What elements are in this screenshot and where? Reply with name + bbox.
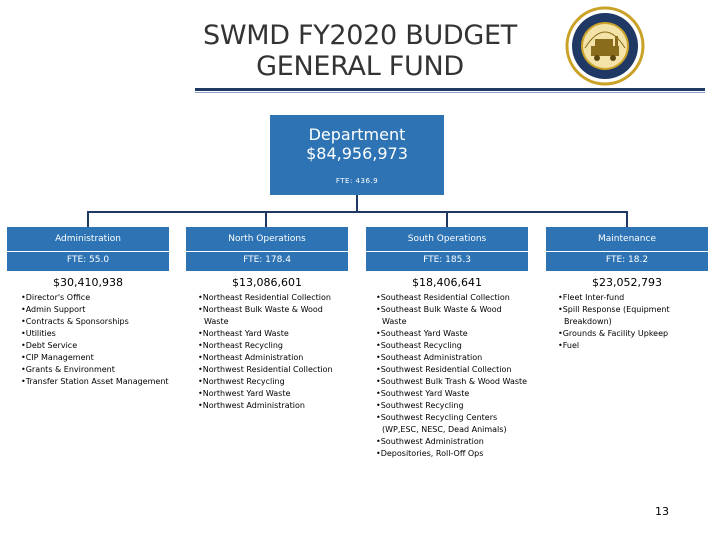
column-item-list bbox=[366, 292, 528, 460]
column-item-list bbox=[7, 292, 169, 388]
list-item: • Southeast Yard Waste bbox=[376, 328, 528, 340]
connector-drop-3 bbox=[446, 211, 448, 227]
list-item: • Southwest Yard Waste bbox=[376, 388, 528, 400]
connector-vertical-main bbox=[356, 195, 358, 212]
column-amount: $13,086,601 bbox=[232, 276, 302, 289]
list-item: • Northeast Bulk Waste & Wood Waste bbox=[198, 304, 348, 328]
list-item: • Northwest Recycling bbox=[198, 376, 348, 388]
list-item: • Northeast Residential Collection bbox=[198, 292, 348, 304]
column-header: North Operations bbox=[186, 227, 348, 251]
list-item: • Utilities bbox=[21, 328, 169, 340]
column-fte: FTE: 55.0 bbox=[7, 251, 169, 271]
list-item: • Northwest Yard Waste bbox=[198, 388, 348, 400]
list-item: • Grounds & Facility Upkeep bbox=[558, 328, 708, 340]
column-administration bbox=[7, 227, 169, 388]
department-box bbox=[270, 115, 444, 195]
column-amount: $30,410,938 bbox=[53, 276, 123, 289]
list-item: • Southeast Administration bbox=[376, 352, 528, 364]
column-fte: FTE: 178.4 bbox=[186, 251, 348, 271]
list-item: • Spill Response (Equipment Breakdown) bbox=[558, 304, 708, 328]
column-header: Maintenance bbox=[546, 227, 708, 251]
column-amount: $23,052,793 bbox=[592, 276, 662, 289]
list-item: • Southeast Residential Collection bbox=[376, 292, 528, 304]
list-item: • Southeast Bulk Waste & Wood Waste bbox=[376, 304, 528, 328]
department-amount: $84,956,973 bbox=[306, 144, 408, 163]
list-item: • Southeast Recycling bbox=[376, 340, 528, 352]
column-header: Administration bbox=[7, 227, 169, 251]
list-item: • Depositories, Roll-Off Ops bbox=[376, 448, 528, 460]
list-item: • Northeast Administration bbox=[198, 352, 348, 364]
slide-title bbox=[150, 20, 570, 82]
column-north-operations bbox=[186, 227, 348, 412]
list-item: • Contracts & Sponsorships bbox=[21, 316, 169, 328]
list-item: • Northeast Yard Waste bbox=[198, 328, 348, 340]
connector-horizontal bbox=[87, 211, 628, 213]
column-south-operations bbox=[366, 227, 528, 460]
column-amount: $18,406,641 bbox=[412, 276, 482, 289]
list-item: • Director's Office bbox=[21, 292, 169, 304]
title-underline-thin bbox=[195, 92, 705, 93]
column-item-list bbox=[546, 292, 708, 352]
list-item: • Admin Support bbox=[21, 304, 169, 316]
city-seal-icon bbox=[565, 6, 645, 86]
list-item: • CIP Management bbox=[21, 352, 169, 364]
list-item: • Northwest Residential Collection bbox=[198, 364, 348, 376]
list-item: • Southwest Bulk Trash & Wood Waste bbox=[376, 376, 528, 388]
title-line-1: SWMD FY2020 BUDGET bbox=[203, 20, 517, 51]
connector-drop-2 bbox=[265, 211, 267, 227]
list-item: • Southwest Recycling Centers (WP,ESC, NESC, Dead Animals) bbox=[376, 412, 528, 436]
list-item: • Fuel bbox=[558, 340, 708, 352]
list-item: • Southwest Residential Collection bbox=[376, 364, 528, 376]
page-number: 13 bbox=[655, 505, 669, 518]
department-fte: FTE: 436.9 bbox=[335, 177, 379, 185]
list-item: • Southwest Administration bbox=[376, 436, 528, 448]
connector-drop-4 bbox=[626, 211, 628, 227]
column-fte: FTE: 185.3 bbox=[366, 251, 528, 271]
list-item: • Southwest Recycling bbox=[376, 400, 528, 412]
column-header: South Operations bbox=[366, 227, 528, 251]
connector-drop-1 bbox=[87, 211, 89, 227]
title-line-2: GENERAL FUND bbox=[256, 51, 464, 82]
list-item: • Fleet Inter-fund bbox=[558, 292, 708, 304]
title-underline bbox=[195, 88, 705, 91]
list-item: • Debt Service bbox=[21, 340, 169, 352]
column-fte: FTE: 18.2 bbox=[546, 251, 708, 271]
list-item: • Northeast Recycling bbox=[198, 340, 348, 352]
list-item: • Transfer Station Asset Management bbox=[21, 376, 169, 388]
list-item: • Grants & Environment bbox=[21, 364, 169, 376]
column-item-list bbox=[186, 292, 348, 412]
department-name: Department bbox=[308, 125, 406, 144]
column-maintenance bbox=[546, 227, 708, 352]
list-item: • Northwest Administration bbox=[198, 400, 348, 412]
